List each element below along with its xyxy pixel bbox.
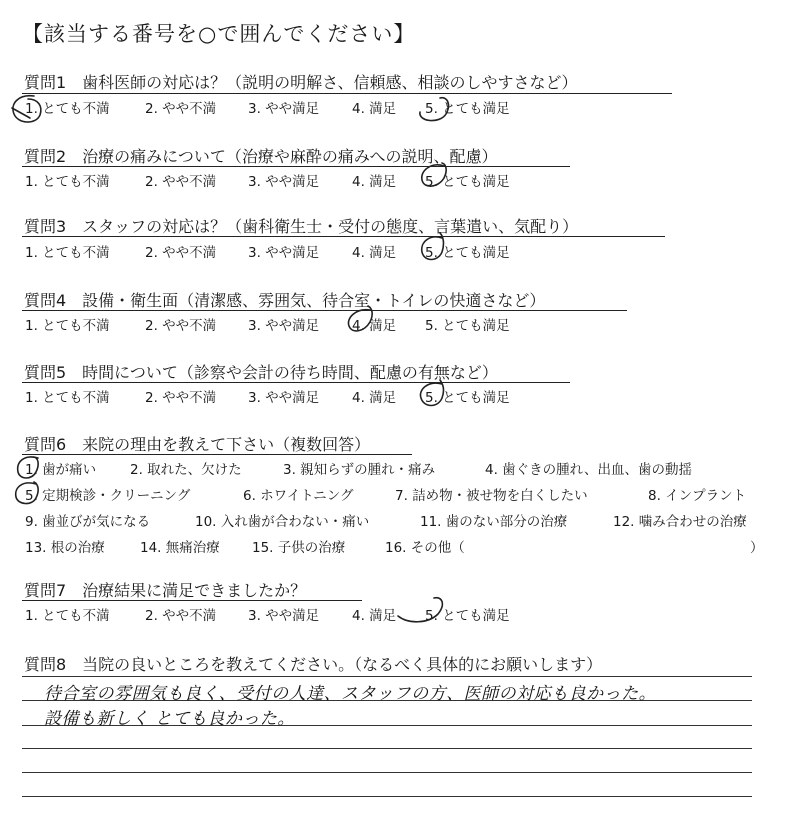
other-close-paren: ） (750, 540, 764, 556)
option-3[interactable]: 3. やや満足 (248, 608, 320, 624)
option-4[interactable]: 4. 満足 (352, 390, 397, 406)
option-2[interactable]: 2. やや不満 (145, 174, 217, 190)
option-11[interactable]: 11. 歯のない部分の治療 (420, 514, 568, 530)
question-2-underline (22, 166, 570, 167)
question-5-options (0, 386, 800, 408)
option-5[interactable]: 5. とても満足 (425, 101, 510, 117)
option-1[interactable]: 1. とても不満 (25, 245, 110, 261)
option-4[interactable]: 4. 満足 (352, 174, 397, 190)
option-4[interactable]: 4. 満足 (352, 245, 397, 261)
answer-ruled-line (22, 676, 752, 677)
option-1[interactable]: 1. とても不満 (25, 101, 110, 117)
option-5[interactable]: 5. とても満足 (425, 390, 510, 406)
handwritten-answer-line-1: 待合室の雰囲気も良く、受付の人達、スタッフの方、医師の対応も良かった。 (44, 684, 657, 704)
option-5[interactable]: 5. とても満足 (425, 608, 510, 624)
option-5[interactable]: 5. とても満足 (425, 318, 510, 334)
option-3[interactable]: 3. やや満足 (248, 245, 320, 261)
question-1-heading: 質問1 歯科医師の対応は？（説明の明解さ、信頼感、相談のしやすさなど） (24, 73, 578, 92)
option-4[interactable]: 4. 歯ぐきの腫れ、出血、歯の動揺 (485, 462, 692, 478)
option-5[interactable]: 5. 定期検診・クリーニング (25, 488, 191, 504)
question-3-heading: 質問3 スタッフの対応は？（歯科衛生士・受付の態度、言葉遣い、気配り） (24, 217, 579, 236)
option-8[interactable]: 8. インプラント (648, 488, 747, 504)
option-5[interactable]: 5. とても満足 (425, 245, 510, 261)
question-5-underline (22, 382, 570, 383)
option-4[interactable]: 4. 満足 (352, 608, 397, 624)
question-5-heading: 質問5 時間について（診察や会計の待ち時間、配慮の有無など） (24, 363, 498, 382)
option-13[interactable]: 13. 根の治療 (25, 540, 105, 556)
question-4-underline (22, 310, 627, 311)
option-3[interactable]: 3. やや満足 (248, 101, 320, 117)
question-4-heading: 質問4 設備・衛生面（清潔感、雰囲気、待合室・トイレの快適さなど） (24, 291, 546, 310)
option-2[interactable]: 2. 取れた、欠けた (130, 462, 242, 478)
option-2[interactable]: 2. やや不満 (145, 101, 217, 117)
option-1[interactable]: 1. 歯が痛い (25, 462, 97, 478)
handwritten-answer-line-2: 設備も新しく とても良かった。 (44, 709, 295, 729)
question-6-options (0, 458, 800, 558)
question-1-underline (22, 93, 672, 94)
question-4-options (0, 314, 800, 336)
option-12[interactable]: 12. 噛み合わせの治療 (613, 514, 747, 530)
option-2[interactable]: 2. やや不満 (145, 390, 217, 406)
option-1[interactable]: 1. とても不満 (25, 318, 110, 334)
answer-ruled-line (22, 796, 752, 797)
option-5[interactable]: 5. とても満足 (425, 174, 510, 190)
option-3[interactable]: 3. 親知らずの腫れ・痛み (283, 462, 436, 478)
option-3[interactable]: 3. やや満足 (248, 390, 320, 406)
question-2-heading: 質問2 治療の痛みについて（治療や麻酔の痛みへの説明、配慮） (24, 147, 498, 166)
option-14[interactable]: 14. 無痛治療 (140, 540, 220, 556)
question-7-options (0, 604, 800, 626)
page-title: 【該当する番号を○で囲んでください】 (22, 22, 416, 46)
option-9[interactable]: 9. 歯並びが気になる (25, 514, 151, 530)
option-2[interactable]: 2. やや不満 (145, 245, 217, 261)
option-1[interactable]: 1. とても不満 (25, 174, 110, 190)
option-3[interactable]: 3. やや満足 (248, 318, 320, 334)
answer-ruled-line (22, 772, 752, 773)
question-3-options (0, 241, 800, 263)
question-7-heading: 質問7 治療結果に満足できましたか？ (24, 581, 307, 600)
option-2[interactable]: 2. やや不満 (145, 608, 217, 624)
option-1[interactable]: 1. とても不満 (25, 390, 110, 406)
option-4[interactable]: 4. 満足 (352, 318, 397, 334)
option-6[interactable]: 6. ホワイトニング (243, 488, 354, 504)
option-7[interactable]: 7. 詰め物・被せ物を白くしたい (395, 488, 588, 504)
question-8-heading: 質問8 当院の良いところを教えてください。（なるべく具体的にお願いします） (24, 655, 603, 674)
option-2[interactable]: 2. やや不満 (145, 318, 217, 334)
question-6-underline (22, 454, 412, 455)
option-1[interactable]: 1. とても不満 (25, 608, 110, 624)
option-10[interactable]: 10. 入れ歯が合わない・痛い (195, 514, 370, 530)
question-6-heading: 質問6 来院の理由を教えて下さい（複数回答） (24, 435, 371, 454)
question-7-underline (22, 600, 362, 601)
answer-ruled-line (22, 748, 752, 749)
option-15[interactable]: 15. 子供の治療 (252, 540, 346, 556)
question-2-options (0, 170, 800, 192)
option-16[interactable]: 16. その他（ (385, 540, 465, 556)
question-3-underline (22, 236, 665, 237)
question-1-options (0, 97, 800, 119)
option-4[interactable]: 4. 満足 (352, 101, 397, 117)
option-3[interactable]: 3. やや満足 (248, 174, 320, 190)
